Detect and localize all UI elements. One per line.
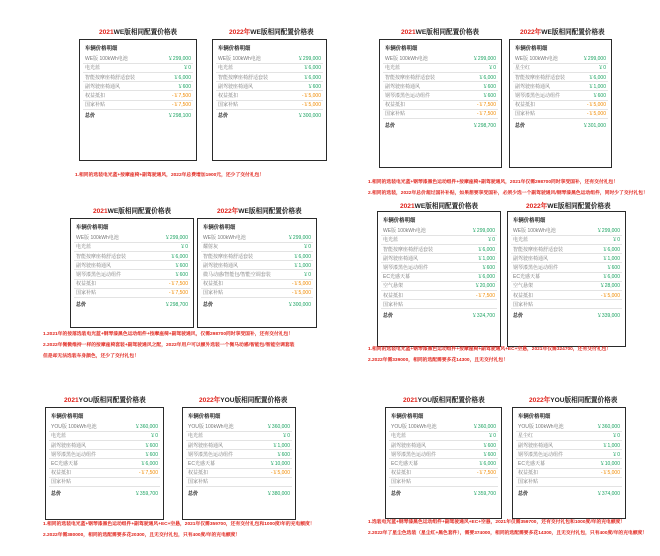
price-row — [216, 100, 323, 110]
total-row — [513, 120, 608, 129]
item-price: ￥1,000 — [272, 442, 290, 449]
price-card — [45, 407, 164, 520]
item-label: WE版 100kWh电池 — [513, 228, 556, 235]
item-price: -￥5,000 — [600, 470, 620, 477]
card-header: 车辆价格明细 — [76, 225, 109, 231]
item-label: 权益抵扣 — [515, 102, 536, 109]
item-label: 副驾驶座椅通风 — [76, 262, 112, 269]
card-header: 车辆价格明细 — [515, 46, 548, 52]
item-price: ￥6,000 — [140, 461, 158, 468]
item-label: EC光感天幕 — [513, 274, 540, 281]
item-label: 空气悬架 — [513, 283, 534, 290]
item-label: 权益抵扣 — [513, 292, 534, 299]
comparison-note: 1.相同的选装电光蓝+按摩座椅+副驾驶通风，2022年总费增加1900元，还少了交付礼包！ — [75, 173, 265, 178]
total-price: ￥380,000 — [266, 490, 290, 497]
table-title — [217, 205, 302, 215]
title-text: WE版相同配置价格表 — [250, 29, 314, 36]
title-text: YOU版相同配置价格表 — [550, 397, 618, 404]
price-card — [79, 39, 197, 161]
item-price: ￥600 — [482, 83, 496, 90]
item-label: 权益抵扣 — [385, 102, 406, 109]
total-label: 总价 — [76, 301, 87, 308]
table-title — [199, 394, 288, 404]
title-text: WE版相同配置价格表 — [415, 29, 480, 36]
item-price: ￥600 — [592, 93, 606, 100]
item-label: WE版 100kWh电池 — [203, 235, 246, 242]
item-price: ￥10,000 — [599, 461, 620, 468]
card-header: 车辆价格明细 — [383, 218, 416, 224]
item-price: ￥1,000 — [477, 255, 495, 262]
item-label: 国家补贴 — [391, 479, 412, 486]
item-label: 权益抵扣 — [383, 292, 404, 299]
item-price: ￥6,000 — [477, 274, 495, 281]
item-price: ￥600 — [174, 272, 188, 279]
price-card — [182, 407, 296, 520]
price-card — [197, 218, 317, 328]
item-label: EC光感天幕 — [51, 461, 78, 468]
total-label: 总价 — [51, 490, 62, 497]
comparison-note: 1.2021年的按落选装电光蓝+钢琴漆黑色运动组件+按摩座椅+副驾驶通风，仅需298700同时享受国补，还有交付礼包！ — [43, 332, 294, 337]
price-row — [513, 109, 608, 119]
card-header: 车辆价格明细 — [391, 414, 424, 420]
item-price: ￥600 — [144, 442, 158, 449]
item-label: 智能按摩座椅舒适套装 — [515, 74, 566, 81]
item-price: -￥5,000 — [291, 281, 311, 288]
price-card — [512, 407, 626, 519]
title-text: WE版相同配置价格表 — [547, 203, 611, 210]
table-title — [526, 200, 611, 210]
item-label: 权益抵扣 — [218, 93, 239, 100]
price-row — [74, 288, 190, 298]
item-price: ￥600 — [481, 265, 495, 272]
item-price: ￥600 — [174, 262, 188, 269]
card-header: 车辆价格明细 — [385, 46, 418, 52]
item-label: 国家补贴 — [188, 479, 209, 486]
item-label: 智能按摩座椅舒适套装 — [513, 246, 564, 253]
title-text: WE版相同配置价格表 — [414, 203, 479, 210]
item-price: -￥7,500 — [476, 102, 496, 109]
item-price: ￥0 — [487, 237, 495, 244]
item-price: -￥7,500 — [476, 470, 496, 477]
item-price: -￥7,500 — [475, 292, 495, 299]
title-year: 2022年 — [520, 29, 542, 36]
item-label: 电光蓝 — [218, 65, 234, 72]
item-label: 国家补贴 — [51, 479, 72, 486]
item-label: 智能按摩座椅舒适套装 — [385, 74, 436, 81]
item-price: -￥7,500 — [171, 102, 191, 109]
item-label: WE版 100kWh电池 — [76, 235, 119, 242]
item-label: 空气悬架 — [383, 283, 404, 290]
price-card — [212, 39, 327, 161]
comparison-note: 1.相同的选装电光蓝+钢琴漆黑色运动组件+按摩座椅+副驾驶通风，2021年仅需298700同时享受国补，还有交付礼包！ — [368, 180, 619, 185]
item-price: -￥5,000 — [600, 292, 620, 299]
item-label: 副驾驶座椅通风 — [51, 442, 87, 449]
price-row — [83, 100, 193, 110]
item-price: ￥6,000 — [303, 65, 321, 72]
item-label: 电光蓝 — [51, 433, 67, 440]
item-price: ￥6,000 — [602, 274, 620, 281]
total-price: ￥359,700 — [134, 490, 158, 497]
item-label: 权益抵扣 — [76, 281, 97, 288]
price-card — [385, 407, 502, 519]
table-title — [64, 394, 144, 404]
total-price: ￥324,700 — [471, 313, 495, 320]
item-price: ￥299,000 — [582, 56, 606, 63]
title-text: WE版相同配置价格表 — [238, 208, 302, 215]
item-label: WE版 100kWh电池 — [515, 56, 558, 63]
item-label: 电光蓝 — [76, 244, 92, 251]
total-row — [74, 299, 190, 308]
item-price: ￥299,000 — [471, 228, 495, 235]
total-row — [49, 488, 160, 497]
item-label: 钢琴漆黑色运动组件 — [515, 93, 561, 100]
card-header: 车辆价格明细 — [85, 46, 118, 52]
item-label: 星尘红 — [515, 65, 531, 72]
total-row — [389, 488, 498, 497]
item-label: WE版 100kWh电池 — [383, 228, 426, 235]
item-label: 权益抵扣 — [51, 470, 72, 477]
item-label: 钢琴漆黑色运动组件 — [76, 272, 122, 279]
total-row — [516, 488, 622, 497]
item-price: ￥0 — [303, 272, 311, 279]
item-label: 国家补贴 — [383, 301, 404, 308]
item-price: ￥600 — [482, 442, 496, 449]
item-label: 国家补贴 — [518, 479, 539, 486]
comparison-note: 2.相同的选装，2022年总价超过国补补贴，如果想要享受国补，必须少选一个副驾驶通风/钢琴漆黑色运动组件，同时少了交付礼包！ — [368, 191, 648, 196]
total-price: ￥300,000 — [287, 301, 311, 308]
item-label: 电光蓝 — [85, 65, 101, 72]
item-label: 耀射灰 — [203, 244, 219, 251]
item-label: 国家补贴 — [513, 301, 534, 308]
item-label: 智能按摩座椅舒适套装 — [85, 74, 136, 81]
item-label: 电光蓝 — [385, 65, 401, 72]
total-label: 总价 — [188, 490, 199, 497]
total-price: ￥298,700 — [472, 122, 496, 129]
comparison-note: 但是却无法选装车身颜色，还少了交付礼包！ — [43, 354, 139, 359]
price-row — [383, 109, 498, 119]
item-price: ￥299,000 — [472, 56, 496, 63]
total-label: 总价 — [383, 313, 394, 320]
comparison-note: 2.2022年了星尘色选装（星尘红+黑色套件），需要374000，相同的选配需要多花14300，且无交付礼包，只有400度/年的充电额度！ — [368, 531, 648, 536]
price-row — [186, 477, 292, 487]
table-title — [98, 26, 178, 36]
item-price: ￥0 — [303, 244, 311, 251]
title-year: 2022年 — [529, 397, 551, 404]
total-price: ￥359,700 — [472, 490, 496, 497]
item-price: -￥5,000 — [291, 290, 311, 297]
price-row — [49, 477, 160, 487]
item-price: ￥1,000 — [602, 442, 620, 449]
price-card — [507, 211, 626, 347]
comparison-note: 2.2022年需380000，相同的选配需要多花20300，且无交付礼包，只有400度/年的充电额度！ — [43, 533, 241, 538]
item-price: ￥360,000 — [472, 424, 496, 431]
price-card — [509, 39, 612, 168]
total-label: 总价 — [515, 122, 526, 129]
item-label: 副驾驶座椅通风 — [383, 255, 419, 262]
item-price: ￥0 — [180, 244, 188, 251]
item-price: ￥0 — [488, 433, 496, 440]
total-price: ￥339,000 — [596, 313, 620, 320]
item-price: ￥6,000 — [173, 74, 191, 81]
title-year: 2022年 — [199, 397, 221, 404]
item-price: ￥6,000 — [170, 253, 188, 260]
item-price: ￥20,000 — [474, 283, 495, 290]
item-price: ￥0 — [598, 65, 606, 72]
title-text: YOU版相同配置价格表 — [417, 397, 485, 404]
item-label: YOU版 100kWh电池 — [391, 424, 437, 431]
title-year: 2022年 — [217, 208, 239, 215]
total-price: ￥301,000 — [582, 122, 606, 129]
item-label: 国家补贴 — [218, 102, 239, 109]
card-header: 车辆价格明细 — [203, 225, 236, 231]
item-price: ￥6,000 — [602, 246, 620, 253]
item-label: 钢琴漆黑色运动组件 — [385, 93, 431, 100]
item-price: -￥5,000 — [301, 102, 321, 109]
title-year: 2021 — [64, 397, 79, 404]
price-card — [379, 39, 502, 168]
total-price: ￥374,000 — [596, 490, 620, 497]
item-label: WE版 100kWh电池 — [85, 56, 128, 63]
item-price: ￥299,000 — [596, 228, 620, 235]
item-label: 钢琴漆黑色运动组件 — [391, 451, 437, 458]
item-label: 电光蓝 — [188, 433, 204, 440]
item-price: ￥600 — [177, 83, 191, 90]
item-label: 国家补贴 — [385, 111, 406, 118]
table-title — [400, 26, 480, 36]
item-label: 电光蓝 — [383, 237, 399, 244]
item-label: 国家补贴 — [203, 290, 224, 297]
total-price: ￥300,000 — [297, 113, 321, 120]
item-price: -￥7,500 — [138, 470, 158, 477]
table-title — [92, 205, 172, 215]
title-year: 2021 — [98, 29, 114, 36]
item-price: -￥5,000 — [586, 111, 606, 118]
item-label: EC光感天幕 — [518, 461, 545, 468]
item-price: ￥6,000 — [478, 461, 496, 468]
item-price: ￥28,000 — [599, 283, 620, 290]
item-label: 副驾驶座椅通风 — [391, 442, 427, 449]
item-label: 权益抵扣 — [203, 281, 224, 288]
item-price: ￥299,000 — [297, 56, 321, 63]
item-price: ￥600 — [144, 451, 158, 458]
item-label: YOU版 100kWh电池 — [518, 424, 564, 431]
table-title — [229, 26, 314, 36]
comparison-note: 1.相同的选装电光蓝+钢琴漆黑色运动组件+副驾驶通风+EC+空悬，2021年仅需359700，还有交付礼包和1000度/年的充电额度！ — [43, 522, 315, 527]
item-price: ￥600 — [606, 265, 620, 272]
comparison-note: 1.相同的选装电光蓝+钢琴漆黑色运动组件+按摩座椅+副驾驶通风+EC+空悬，2021年仅需324700，还有交付礼包！ — [368, 347, 612, 352]
total-row — [383, 120, 498, 129]
item-label: 权益抵扣 — [85, 93, 106, 100]
price-row — [511, 300, 622, 310]
item-label: WE版 100kWh电池 — [385, 56, 428, 63]
total-row — [186, 488, 292, 497]
total-label: 总价 — [218, 113, 229, 120]
title-year: 2022年 — [526, 203, 548, 210]
item-label: 电光蓝 — [391, 433, 407, 440]
item-label: EC光感天幕 — [383, 274, 410, 281]
item-label: 权益抵扣 — [188, 470, 209, 477]
card-header: 车辆价格明细 — [188, 414, 221, 420]
item-price: ￥6,000 — [478, 74, 496, 81]
total-row — [201, 299, 313, 308]
item-price: ￥6,000 — [293, 253, 311, 260]
item-price: ￥600 — [482, 451, 496, 458]
item-label: 钢琴漆黑色运动组件 — [513, 265, 559, 272]
item-label: 钢琴漆黑色运动组件 — [383, 265, 429, 272]
item-label: 智能按摩座椅舒适套装 — [218, 74, 269, 81]
item-label: EC光感天幕 — [391, 461, 418, 468]
item-label: 星尘红 — [518, 433, 534, 440]
item-label: 智能按摩座椅舒适套装 — [76, 253, 127, 260]
price-row — [389, 477, 498, 487]
item-price: -￥7,500 — [168, 281, 188, 288]
price-card — [70, 218, 194, 328]
item-price: ￥0 — [150, 433, 158, 440]
price-row — [381, 300, 497, 310]
item-label: 钢琴漆黑色运动组件 — [188, 451, 234, 458]
item-label: 权益抵扣 — [518, 470, 539, 477]
item-price: ￥0 — [183, 65, 191, 72]
item-price: ￥6,000 — [588, 74, 606, 81]
item-label: 钢琴漆黑色运动组件 — [51, 451, 97, 458]
comparison-note: 2.2022年需339000，相同的选配需要多花14300，且无交付礼包！ — [368, 358, 508, 363]
item-price: ￥600 — [307, 83, 321, 90]
price-card — [377, 211, 501, 347]
item-price: ￥0 — [612, 451, 620, 458]
item-label: YOU版 100kWh电池 — [51, 424, 97, 431]
total-row — [83, 111, 193, 120]
item-label: 副驾驶座椅通风 — [385, 83, 421, 90]
title-text: YOU版相同配置价格表 — [220, 397, 288, 404]
item-label: 国家补贴 — [85, 102, 106, 109]
item-label: 副驾驶座椅通风 — [203, 262, 239, 269]
item-price: ￥0 — [612, 433, 620, 440]
item-label: 微马动感/智能包/智能空调套装 — [203, 272, 271, 279]
total-label: 总价 — [385, 122, 396, 129]
comparison-note: 2.2022年微微维持一样的按摩座椅套装+副驾驶通风之配，2022年用户可以额外选装一个微马动感/智能包/智能空调套装 — [43, 343, 295, 348]
total-label: 总价 — [203, 301, 214, 308]
item-price: ￥360,000 — [266, 424, 290, 431]
item-label: 国家补贴 — [515, 111, 536, 118]
item-price: -￥5,000 — [270, 470, 290, 477]
total-row — [511, 311, 622, 320]
item-price: ￥1,000 — [293, 262, 311, 269]
item-price: ￥6,000 — [303, 74, 321, 81]
title-year: 2021 — [399, 203, 415, 210]
card-header: 车辆价格明细 — [51, 414, 84, 420]
comparison-note: 1.选装电光蓝+钢琴漆黑色运动组件+副驾驶通风+EC+空悬，2021年仅需359700，还有交付礼包和1000度/年的充电额度！ — [368, 520, 626, 525]
item-price: -￥7,500 — [168, 290, 188, 297]
item-label: EC光感天幕 — [188, 461, 215, 468]
item-price: ￥6,000 — [477, 246, 495, 253]
card-header: 车辆价格明细 — [518, 414, 551, 420]
item-price: ￥1,000 — [602, 255, 620, 262]
item-label: 权益抵扣 — [391, 470, 412, 477]
total-price: ￥298,100 — [167, 113, 191, 120]
item-price: ￥360,000 — [134, 424, 158, 431]
item-price: ￥1,000 — [588, 83, 606, 90]
card-header: 车辆价格明细 — [218, 46, 251, 52]
item-price: ￥600 — [276, 451, 290, 458]
item-price: ￥299,000 — [164, 235, 188, 242]
title-year: 2021 — [403, 397, 418, 404]
item-price: ￥600 — [482, 93, 496, 100]
item-label: 副驾驶座椅通风 — [188, 442, 224, 449]
total-label: 总价 — [85, 113, 96, 120]
item-price: -￥7,500 — [171, 93, 191, 100]
title-text: YOU版相同配置价格表 — [78, 397, 146, 404]
item-price: -￥5,000 — [586, 102, 606, 109]
total-label: 总价 — [391, 490, 402, 497]
item-label: 智能按摩座椅舒适套装 — [203, 253, 254, 260]
item-price: ￥0 — [612, 237, 620, 244]
card-header: 车辆价格明细 — [513, 218, 546, 224]
item-label: 电光蓝 — [513, 237, 529, 244]
item-label: 副驾驶座椅通风 — [513, 255, 549, 262]
item-price: -￥7,500 — [476, 111, 496, 118]
item-label: 副驾驶座椅通风 — [515, 83, 551, 90]
item-label: YOU版 100kWh电池 — [188, 424, 234, 431]
item-price: ￥360,000 — [596, 424, 620, 431]
item-label: 钢琴漆黑色运动组件 — [518, 451, 564, 458]
item-label: 国家补贴 — [76, 290, 97, 297]
total-row — [216, 111, 323, 120]
item-label: 副驾驶座椅通风 — [85, 83, 121, 90]
title-text: WE版相同配置价格表 — [107, 208, 172, 215]
title-year: 2021 — [92, 208, 108, 215]
total-label: 总价 — [518, 490, 529, 497]
total-row — [381, 311, 497, 320]
title-year: 2022年 — [229, 29, 251, 36]
title-text: WE版相同配置价格表 — [541, 29, 605, 36]
total-label: 总价 — [513, 313, 524, 320]
item-label: 智能按摩座椅舒适套装 — [383, 246, 434, 253]
table-title — [399, 200, 479, 210]
table-title — [520, 26, 605, 36]
item-price: ￥10,000 — [269, 461, 290, 468]
item-price: ￥0 — [488, 65, 496, 72]
table-title — [403, 394, 483, 404]
title-text: WE版相同配置价格表 — [113, 29, 178, 36]
item-price: ￥299,000 — [287, 235, 311, 242]
table-title — [529, 394, 618, 404]
item-price: ￥299,000 — [167, 56, 191, 63]
total-price: ￥298,700 — [164, 301, 188, 308]
item-label: WE版 100kWh电池 — [218, 56, 261, 63]
item-price: -￥5,000 — [301, 93, 321, 100]
item-price: ￥0 — [282, 433, 290, 440]
title-year: 2021 — [400, 29, 416, 36]
price-row — [201, 288, 313, 298]
item-label: 副驾驶座椅通风 — [218, 83, 254, 90]
item-label: 副驾驶座椅通风 — [518, 442, 554, 449]
price-row — [516, 477, 622, 487]
